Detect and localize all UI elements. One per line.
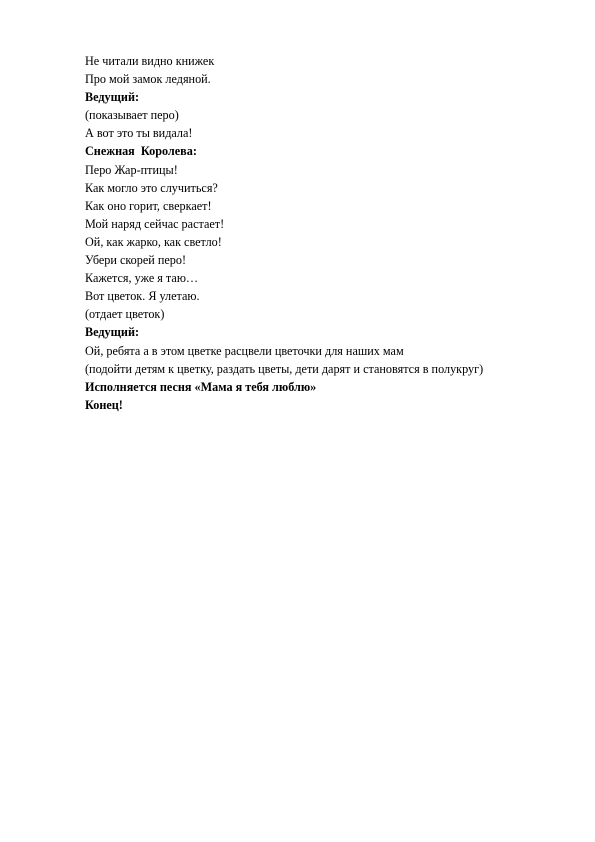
verse-line: Перо Жар-птицы! <box>85 162 178 177</box>
stage-direction: (показывает перо) <box>85 108 179 123</box>
ending-line: Конец! <box>85 397 123 412</box>
script-text <box>85 52 585 414</box>
verse-line: Кажется, уже я таю… <box>85 271 199 286</box>
stage-direction: (отдает цветок) <box>85 307 165 322</box>
verse-line: Про мой замок ледяной. <box>85 72 211 87</box>
speaker-name: Ведущий: <box>85 325 140 340</box>
verse-line: Убери скорей перо! <box>85 253 187 268</box>
song-announcement: Исполняется песня «Мама я тебя люблю» <box>85 379 317 394</box>
stage-direction: (подойти детям к цветку, раздать цветы, дети дарят и становятся в полукруг) <box>85 361 484 376</box>
verse-line: А вот это ты видала! <box>85 126 193 141</box>
speaker-name: Снежная Королева: <box>85 144 197 159</box>
verse-line: Ой, ребята а в этом цветке расцвели цветочки для наших мам <box>85 343 404 358</box>
verse-line: Ой, как жарко, как светло! <box>85 234 222 249</box>
verse-line: Мой наряд сейчас растает! <box>85 216 225 231</box>
verse-line: Как оно горит, сверкает! <box>85 198 212 213</box>
verse-line: Не читали видно книжек <box>85 54 215 68</box>
verse-line: Вот цветок. Я улетаю. <box>85 289 200 304</box>
speaker-name: Ведущий: <box>85 90 140 105</box>
verse-line: Как могло это случиться? <box>85 180 218 195</box>
